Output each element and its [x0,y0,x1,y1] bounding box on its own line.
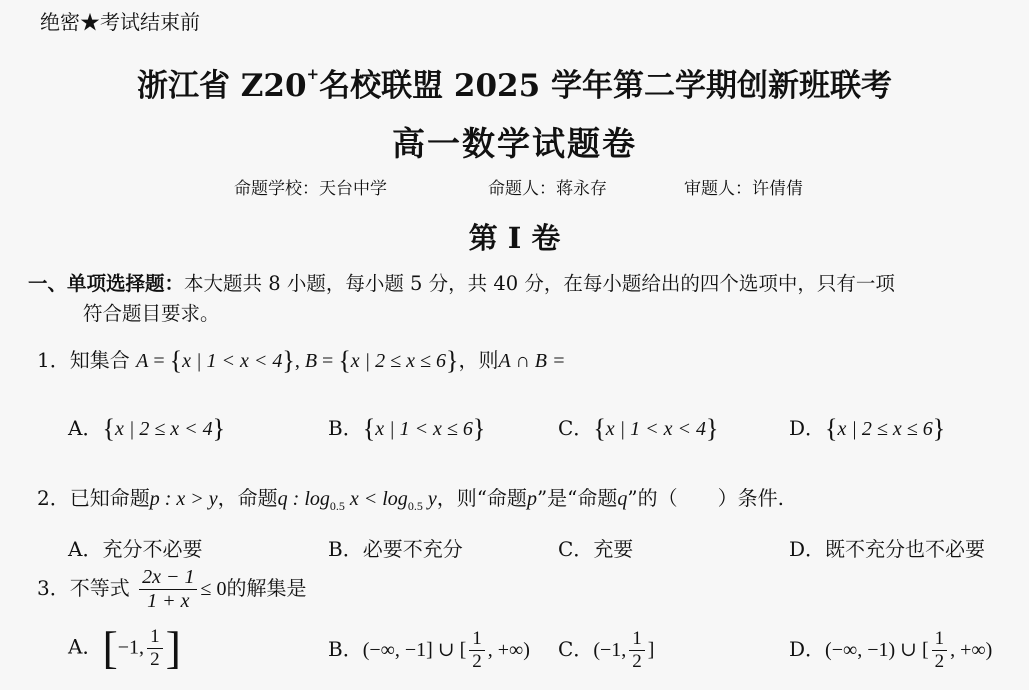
option-left-value: −1, [117,636,145,659]
question-stem-e: ”的（ ）条件. [627,486,784,510]
option-letter: B． [328,636,363,661]
option-bracket-right: ] [165,622,181,673]
q2-option-d[interactable] [789,533,985,562]
option-letter: B． [328,416,363,440]
option-body: 充要 [593,537,634,561]
log-base-1: 0.5 [329,499,345,513]
set-b-body: x | 2 ≤ x ≤ 6 [350,350,447,372]
question-reviewer: 审题人：许倩倩 [684,179,803,199]
fraction-numerator: 1 [629,628,645,651]
q3-option-b[interactable] [328,628,530,673]
question-author: 命题人：蒋永存 [488,179,607,199]
fraction-denominator: 1 + x [147,590,190,612]
option-letter: D． [789,636,826,661]
question-3 [37,566,306,613]
set-a-name: A [136,350,149,372]
exam-title-post: 名校联盟 2025 学年第二学期创新班联考 [319,68,892,104]
option-fraction [147,626,163,671]
question-stem: 知集合 [69,348,130,372]
volume-heading: 第 I 卷 [468,221,561,255]
fraction-denominator: 2 [150,648,160,670]
option-post: ] [647,638,655,661]
fraction-denominator: 2 [632,650,642,672]
question-stem-b: ，命题 [217,486,278,510]
option-letter: D． [789,537,826,561]
q-name: q [617,488,628,510]
fraction-numerator: 2x − 1 [139,566,197,590]
q1-option-a[interactable]: A．{x | 2 ≤ x < 4} [68,414,226,443]
question-expr: A ∩ B = [498,350,566,372]
question-stem: 已知命题 [69,486,150,510]
q2-option-a[interactable] [68,533,202,562]
option-fraction [932,628,948,673]
fraction-numerator: 1 [469,628,485,651]
proposition-q-mid: x < log [349,488,408,510]
q1-option-c[interactable]: C．{x | 1 < x < 4} [558,414,719,443]
p-name: p [526,488,537,510]
option-post: , +∞) [487,638,530,661]
question-stem-b: 的解集是 [226,576,307,600]
option-fraction [629,628,645,673]
option-pre: (−1, [593,638,627,661]
exam-title-pre: 浙江省 Z20 [136,68,307,104]
proposing-school: 命题学校：天台中学 [234,179,387,199]
option-body: x | 1 < x ≤ 6 [375,418,473,440]
option-letter: A． [68,634,103,659]
option-post: , +∞) [950,638,993,661]
question-number: 2． [37,486,70,510]
set-b-name: B [304,350,318,372]
inequality-fraction [139,566,197,613]
section-label: 一、单项选择题： [28,272,185,295]
option-body: 充分不必要 [102,537,203,561]
fraction-numerator: 1 [147,626,163,649]
exam-title [0,60,1029,105]
option-body: x | 2 ≤ x < 4 [114,418,213,440]
confidential-label: 绝密★考试结束前 [40,10,200,34]
section-heading [28,268,895,296]
q1-option-b[interactable]: B．{x | 1 < x ≤ 6} [328,414,486,443]
inequality-relation: ≤ 0 [200,578,227,600]
option-body: 既不充分也不必要 [825,537,986,561]
question-stem: 不等式 [69,576,130,600]
option-fraction [469,628,485,673]
section-instructions-cont: 符合题目要求。 [83,302,220,325]
section-instructions: 本大题共 8 小题，每小题 5 分，共 40 分，在每小题给出的四个选项中，只有一项 [184,272,895,295]
option-letter: D． [789,416,826,440]
log-base-2: 0.5 [407,499,423,513]
proposition-q-pre: q : log [277,488,330,510]
question-tail: ，则 [458,348,499,372]
option-letter: B． [328,537,363,561]
option-pre: (−∞, −1] ∪ [ [362,638,467,661]
q2-option-c[interactable] [558,533,633,562]
fraction-denominator: 2 [472,650,482,672]
option-letter: C． [558,537,594,561]
q2-option-b[interactable] [328,533,463,562]
option-letter: A． [68,537,103,561]
option-letter: C． [558,416,594,440]
option-bracket-left: [ [102,622,118,673]
q3-option-a[interactable] [68,622,181,673]
option-letter: C． [558,636,594,661]
proposition-q-end: y [427,488,437,510]
option-body: x | 2 ≤ x ≤ 6 [837,418,933,440]
q3-option-d[interactable] [789,628,992,673]
question-stem-d: ”是“命题 [536,486,618,510]
option-body: x | 1 < x < 4 [605,418,707,440]
option-letter: A． [68,416,103,440]
fraction-numerator: 1 [932,628,948,651]
option-body: 必要不充分 [362,537,463,561]
question-number: 3． [37,576,70,600]
exam-subtitle: 高一数学试题卷 [392,124,637,163]
q1-option-d[interactable]: D．{x | 2 ≤ x ≤ 6} [789,414,946,443]
question-1: 1．知集合 A = {x | 1 < x < 4}, B = {x | 2 ≤ x ≤ 6}，则A ∩ B = [37,346,566,375]
fraction-denominator: 2 [934,650,945,672]
question-number: 1． [37,348,70,372]
set-a-body: x | 1 < x < 4 [182,350,283,372]
q3-option-c[interactable] [558,628,654,673]
proposition-p: p : x > y [149,488,218,510]
exam-title-sup: + [306,64,320,83]
option-pre: (−∞, −1) ∪ [ [825,638,929,661]
question-stem-c: ，则“命题 [436,486,527,510]
question-2 [37,482,784,514]
